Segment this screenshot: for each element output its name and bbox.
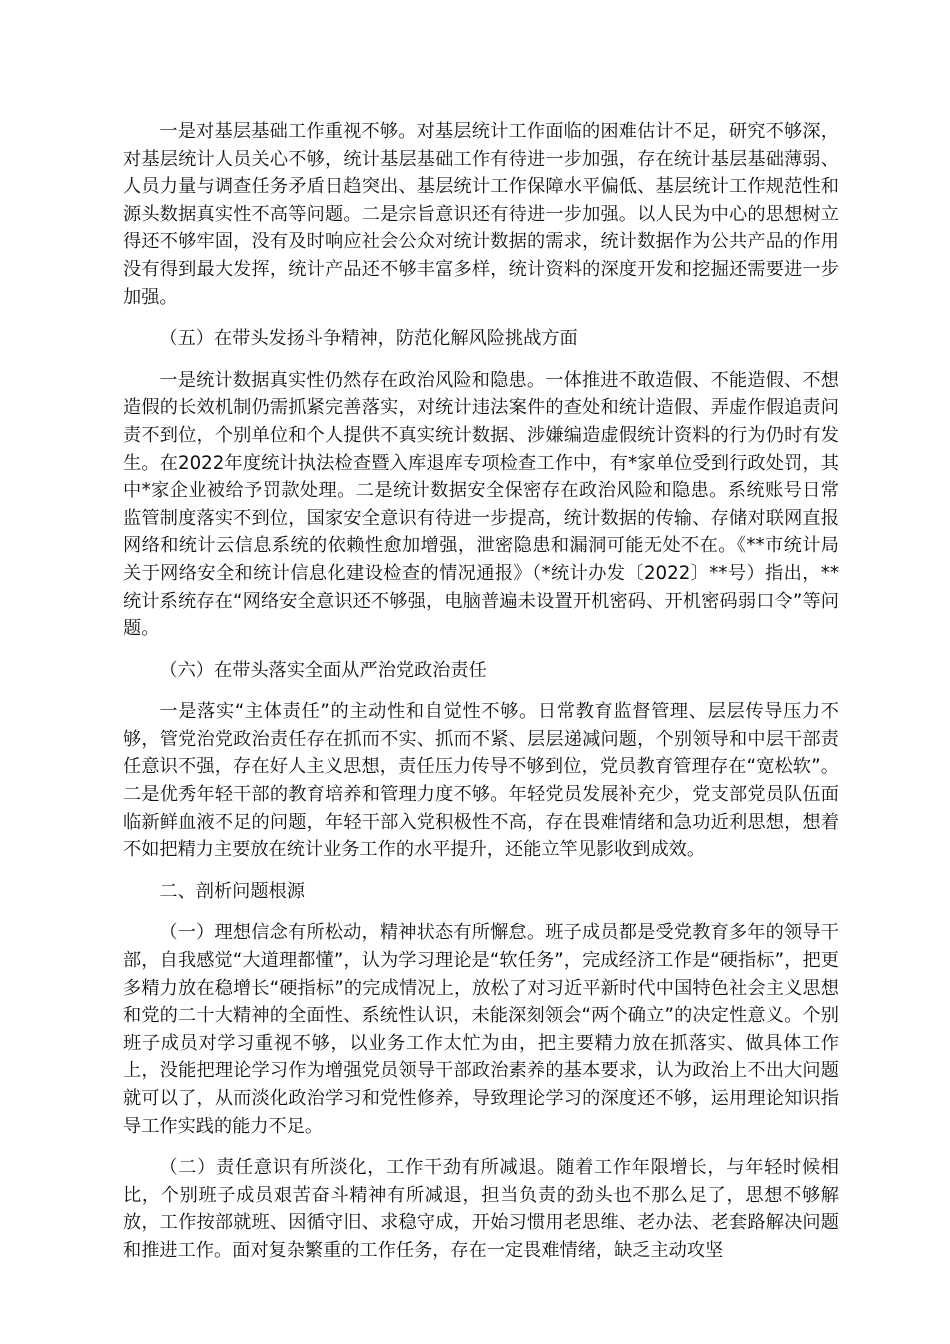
section-heading-five: （五）在带头发扬斗争精神，防范化解风险挑战方面: [159, 328, 578, 350]
section-heading-six: （六）在带头落实全面从严治党政治责任: [159, 659, 487, 681]
section-heading-root-causes: 二、剖析问题根源: [159, 880, 305, 902]
paragraph-party-responsibility: 一是落实“主体责任”的主动性和自觉性不够。日常教育监督管理、层层传导压力不够，管党治党政治责任存在抓而不实、抓而不紧、层层递减问题，个别领导和中层干部责任意识不强，存在好人主义思想，责任压力传导不够到位，党员教育管理存在“宽松软”。二是优秀年轻干部的教育培养和管理力度不够。年轻党员发展补充少，党支部党员队伍面临新鲜血液不足的问题，年轻干部入党积极性不高，存在畏难情绪和急功近利思想，想着不如把精力主要放在统计业务工作的水平提升，还能立竿见影收到成效。: [123, 701, 839, 861]
paragraph-data-risk: 一是统计数据真实性仍然存在政治风险和隐患。一体推进不敢造假、不能造假、不想造假的长效机制仍需抓紧完善落实，对统计违法案件的查处和统计造假、弄虚作假追责问责不到位，个别单位和个人提供不真实统计数据、涉嫌编造虚假统计资料的行为仍时有发生。在2022年度统计执法检查暨入库退库专项检查工作中，有*家单位受到行政处罚，其中*家企业被给予罚款处理。二是统计数据安全保密存在政治风险和隐患。系统账号日常监管制度落实不到位，国家安全意识有待进一步提高，统计数据的传输、存储对联网直报网络和统计云信息系统的依赖性愈加增强，泄密隐患和漏洞可能无处不在。《**市统计局关于网络安全和统计信息化建设检查的情况通报》（*统计办发〔2022〕**号）指出，**统计系统存在“网络安全意识还不够强，电脑普遍未设置开机密码、开机密码弱口令”等问题。: [123, 369, 839, 640]
paragraph-ideals-beliefs: （一）理想信念有所松动，精神状态有所懈怠。班子成员都是受党教育多年的领导干部，自我感觉“大道理都懂”，认为学习理论是“软任务”，完成经济工作是“硬指标”，把更多精力放在稳增长“硬指标”的完成情况上，放松了对习近平新时代中国特色社会主义思想和党的二十大精神的全面性、系统性认识，未能深刻领会“两个确立”的决定性意义。个别班子成员对学习重视不够，以业务工作太忙为由，把主要精力放在抓落实、做具体工作上，没能把理论学习作为增强党员领导干部政治素养的基本要求，认为政治上不出大问题就可以了，从而淡化政治学习和党性修养，导致理论学习的深度还不够，运用理论知识指导工作实践的能力不足。: [123, 922, 839, 1137]
paragraph-grassroots-work: 一是对基层基础工作重视不够。对基层统计工作面临的困难估计不足，研究不够深，对基层统计人员关心不够，统计基层基础工作有待进一步加强，存在统计基层基础薄弱、人员力量与调查任务矛盾日趋突出、基层统计工作保障水平偏低、基层统计工作规范性和源头数据真实性不高等问题。二是宗旨意识还有待进一步加强。以人民为中心的思想树立得还不够牢固，没有及时响应社会公众对统计数据的需求，统计数据作为公共产品的作用没有得到最大发挥，统计产品还不够丰富多样，统计资料的深度开发和挖掘还需要进一步加强。: [123, 121, 839, 308]
document-page: [123, 118, 839, 1279]
paragraph-responsibility-awareness: （二）责任意识有所淡化，工作干劲有所减退。随着工作年限增长，与年轻时候相比，个别班子成员艰苦奋斗精神有所减退，担当负责的劲头也不那么足了，思想不够解放，工作按部就班、因循守旧、求稳守成，开始习惯用老思维、老办法、老套路解决问题和推进工作。面对复杂繁重的工作任务，存在一定畏难情绪，缺乏主动攻坚: [123, 1157, 839, 1261]
